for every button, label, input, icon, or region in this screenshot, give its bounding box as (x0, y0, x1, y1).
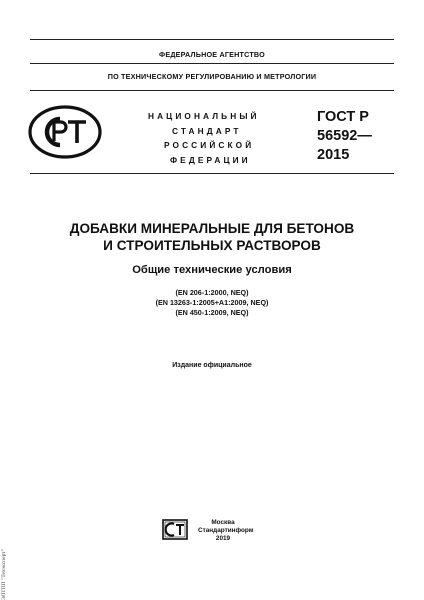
document-title-line-1: ДОБАВКИ МИНЕРАЛЬНЫЕ ДЛЯ БЕТОНОВ (69, 221, 355, 236)
designation-bottom-rule (30, 173, 394, 174)
rst-logo-icon (28, 105, 102, 159)
publisher-block (198, 519, 254, 543)
designation-line-2: 56592— (317, 128, 372, 144)
designation-line-3: 2015 (317, 147, 350, 163)
standard-type-line-2: СТАНДАРТ (172, 125, 242, 136)
edition-label: Издание официальное (172, 362, 252, 369)
agency-line-2: ПО ТЕХНИЧЕСКОМУ РЕГУЛИРОВАНИЮ И МЕТРОЛОГИИ (107, 72, 317, 81)
reference-line: (EN 450-1:2009, NEQ) (175, 308, 249, 317)
publisher-name: Стандартинформ (198, 527, 254, 534)
publisher-year: 2019 (215, 535, 231, 542)
publisher-city: Москва (211, 519, 235, 526)
standard-designation (317, 108, 372, 165)
standartinform-logo-icon (162, 519, 188, 540)
side-watermark-note: ЭЛТПП "Техэксперт" (1, 548, 7, 600)
document-subtitle: Общие технические условия (132, 264, 292, 276)
standard-type-line-1: НАЦИОНАЛЬНЫЙ (148, 111, 260, 121)
reference-line: (EN 206-1:2000, NEQ) (175, 288, 249, 297)
standard-type-block (148, 109, 278, 167)
standard-type-line-4: ФЕДЕРАЦИИ (170, 154, 251, 165)
agency-line-1: ФЕДЕРАЛЬНОЕ АГЕНТСТВО (159, 50, 265, 59)
standard-type-line-3: РОССИЙСКОЙ (164, 140, 255, 151)
designation-line-1: ГОСТ Р (317, 109, 369, 125)
reference-line: (EN 13263-1:2005+A1:2009, NEQ) (155, 298, 269, 307)
header-bottom-rule (30, 90, 394, 91)
agency-rule (30, 63, 394, 64)
document-title-line-2: И СТРОИТЕЛЬНЫХ РАСТВОРОВ (103, 238, 321, 253)
top-rule (30, 39, 394, 40)
